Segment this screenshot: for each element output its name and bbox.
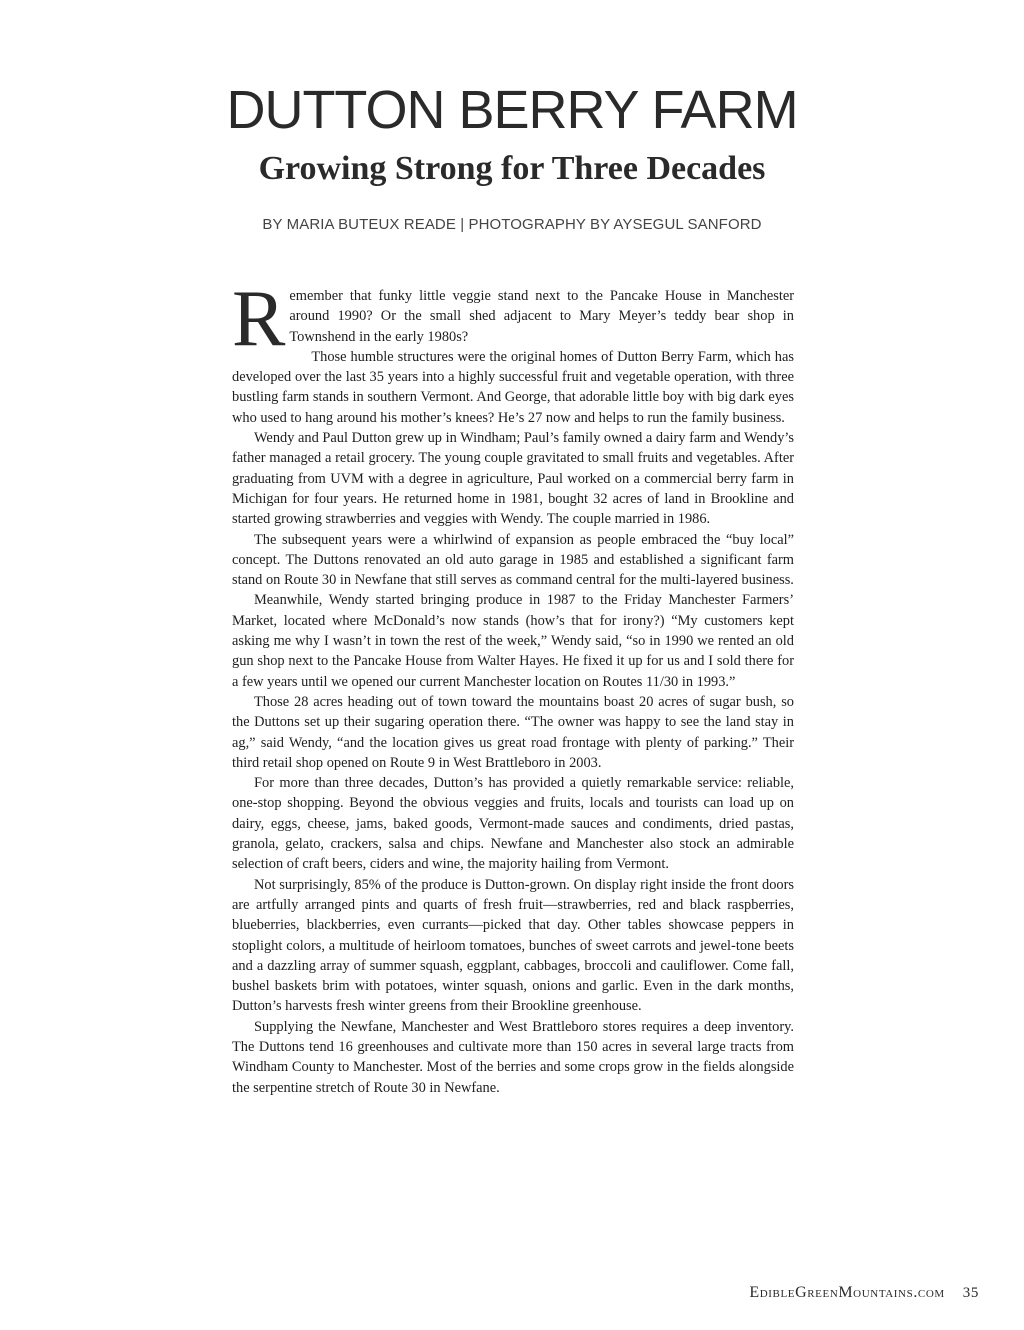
drop-cap: R [232,275,286,363]
article-paragraph: The subsequent years were a whirlwind of expansion as people embraced the “buy local” concept. The Duttons renovated an old auto garage in 1985 and established a significant farm stand on Route 30 in Newfane that still serves as command central for the multi-layered business. [232,531,794,589]
article-paragraph [232,275,794,363]
article-paragraph: Meanwhile, Wendy started bringing produce in 1987 to the Friday Manchester Farmers’ Market, located where McDonald’s now stands (how’s that for irony?) “My customers kept asking me why I wasn’t in town the rest of the week,” Wendy said, “so in 1990 we rented an old gun shop next to the Pancake House from Walter Hayes. He fixed it up for us and I sold there for a few years until we opened our current Manchester location on Routes 11/30 in 1993.” [232,592,794,690]
paragraph-text: emember that funky little veggie stand next to the Pancake House in Manchester around 1990? Or the small shed adjacent to Mary Meyer’s teddy bear shop in Townshend in the early 1980s? [289,288,794,345]
article-subtitle: Growing Strong for Three Decades [258,150,766,187]
article-title: DUTTON BERRY FARM [226,80,798,140]
website-url: EdibleGreenMountains.com [749,1284,945,1301]
article-paragraph: Not surprisingly, 85% of the produce is Dutton-grown. On display right inside the front doors are artfully arranged pints and quarts of fresh fruit—strawberries, red and black raspberries, blueberries, blackberries, even currants—picked that day. Other tables showcase peppers in stoplight colors, a multitude of heirloom tomatoes, bunches of sweet carrots and jewel-tone beets and a dazzling array of summer squash, eggplant, cabbages, broccoli and cauliflower. Come fall, bushel baskets brim with potatoes, winter squash, onions and garlic. Even in the dark months, Dutton’s harvests fresh winter greens from their Brookline greenhouse. [232,876,794,1015]
article-paragraph: Supplying the Newfane, Manchester and West Brattleboro stores requires a deep inventory. The Duttons tend 16 greenhouses and cultivate more than 150 acres in several large tracts from Windham County to Manchester. Most of the berries and some crops grow in the fields alongside the serpentine stretch of Route 30 in Newfane. [232,1018,794,1096]
page-number: 35 [962,1285,979,1301]
article-paragraph: Those 28 acres heading out of town toward the mountains boast 20 acres of sugar bush, so the Duttons set up their sugaring operation there. “The owner was happy to see the land stay in ag,” said Wendy, “and the location gives us great road frontage with plenty of parking.” Their third retail shop opened on Route 9 in West Brattleboro in 2003. [232,693,794,771]
article-paragraph: Wendy and Paul Dutton grew up in Windham; Paul’s family owned a dairy farm and Wendy’s father managed a retail grocery. The young couple gravitated to small fruits and vegetables. After graduating from UVM with a degree in agriculture, Paul worked on a commercial berry farm in Michigan for four years. He returned home in 1981, bought 32 acres of land in Brookline and started growing strawberries and veggies with Wendy. The couple married in 1986. [232,430,794,528]
article-paragraph: Those humble structures were the original homes of Dutton Berry Farm, which has developed over the last 35 years into a highly successful fruit and vegetable operation, with three bustling farm stands in southern Vermont. And George, that adorable little boy with big dark eyes who used to hang around his mother’s knees? He’s 27 now and helps to run the family business. [232,348,794,426]
article-paragraph: For more than three decades, Dutton’s has provided a quietly remarkable service: reliable, one-stop shopping. Beyond the obvious veggies and fruits, locals and tourists can load up on dairy, eggs, cheese, jams, baked goods, Vermont-made sauces and condiments, dried pastas, granola, gelato, crackers, salsa and chips. Newfane and Manchester also stock an admirable selection of craft beers, ciders and wine, the majority hailing from Vermont. [232,775,794,873]
byline: BY MARIA BUTEUX READE | PHOTOGRAPHY BY AYSEGUL SANFORD [262,216,762,233]
article-body [232,275,794,1098]
page-footer [749,1283,979,1303]
